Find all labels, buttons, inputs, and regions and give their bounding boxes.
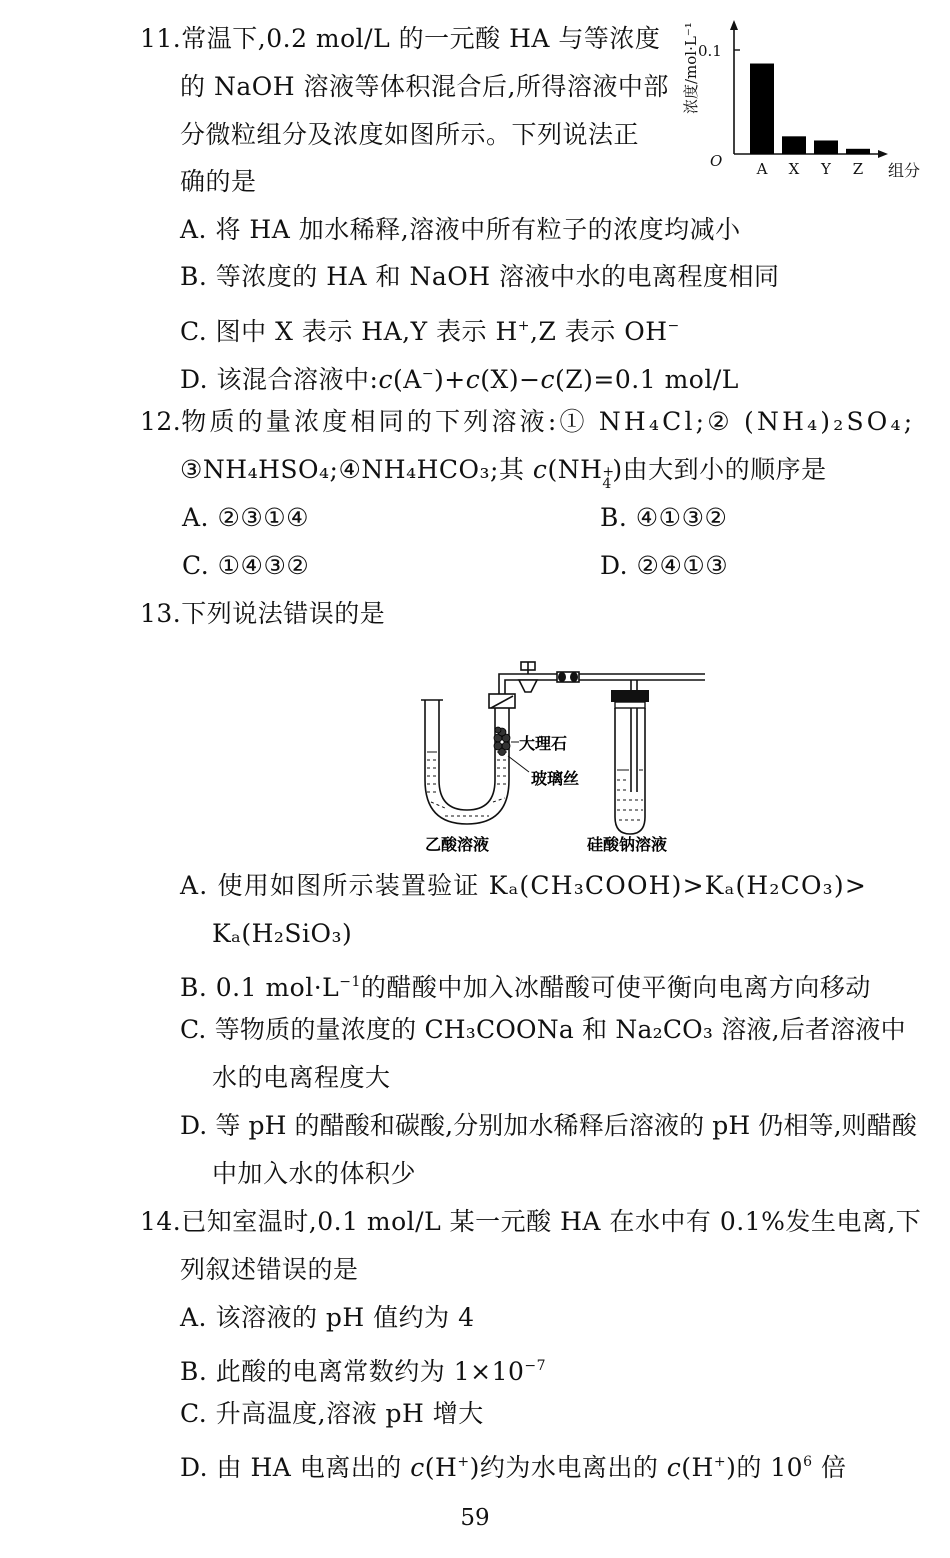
bar-Z bbox=[846, 149, 870, 154]
q14-optD-sup1: + bbox=[457, 1454, 470, 1470]
q13-optB-pre: B. 0.1 mol·L bbox=[180, 973, 340, 1002]
q13-optA-line1: A. 使用如图所示装置验证 Kₐ(CH₃COOH)>Kₐ(H₂CO₃)> bbox=[180, 871, 867, 900]
q14-optD-pre: D. 由 HA 电离出的 bbox=[180, 1453, 411, 1482]
q13-optC-line2: 水的电离程度大 bbox=[212, 1063, 391, 1092]
page-number: 59 bbox=[460, 1505, 490, 1531]
chart-y-arrow bbox=[730, 20, 738, 30]
q14-number: 14. bbox=[140, 1207, 182, 1236]
q11-line3: 分微粒组分及浓度如图所示。下列说法正 bbox=[180, 120, 640, 149]
rubber-connector bbox=[557, 672, 579, 682]
q12-line2-pre: ③NH₄HSO₄;④NH₄HCO₃;其 bbox=[180, 455, 533, 484]
q14-text1: 已知室温时,0.1 mol/L 某一元酸 HA 在水中有 0.1%发生电离,下 bbox=[181, 1207, 922, 1236]
category-label-X: X bbox=[788, 160, 800, 178]
q11-optC-sup2: − bbox=[667, 318, 680, 334]
marble-label: 大理石 bbox=[519, 734, 568, 753]
u-tube-outer bbox=[425, 700, 509, 824]
q11-optC-pre: C. 图中 X 表示 HA,Y 表示 H bbox=[180, 317, 518, 346]
q12-line2-sub: 4 bbox=[602, 476, 612, 492]
q11-optC-sup1: + bbox=[517, 318, 531, 334]
q11-optD-c1: c bbox=[378, 365, 393, 394]
u-tube-stopper bbox=[489, 694, 515, 708]
q12-text1: 物质的量浓度相同的下列溶液:① NH₄Cl;② (NH₄)₂SO₄; bbox=[181, 407, 916, 436]
q14-optB-sup: −7 bbox=[524, 1358, 547, 1374]
q11-number: 11. bbox=[140, 24, 182, 53]
q11-optB: B. 等浓度的 HA 和 NaOH 溶液中水的电离程度相同 bbox=[180, 262, 780, 291]
q14-line1 bbox=[140, 1207, 921, 1237]
q11-optD-a: (A bbox=[393, 365, 422, 394]
q14-line2: 列叙述错误的是 bbox=[180, 1255, 359, 1284]
q11-line4: 确的是 bbox=[180, 167, 257, 196]
chart-origin-label: O bbox=[710, 152, 723, 170]
category-label-Z: Z bbox=[852, 160, 864, 178]
q14-optD-c1: c bbox=[410, 1453, 425, 1482]
chart-ylabel: 浓度/mol·L⁻¹ bbox=[682, 22, 700, 114]
q13-optB bbox=[180, 967, 871, 1003]
q11-text1: 常温下,0.2 mol/L 的一元酸 HA 与等浓度 bbox=[181, 24, 661, 53]
q12-line1 bbox=[140, 407, 926, 437]
q14-optD-post: 倍 bbox=[812, 1453, 847, 1482]
q12-number: 12. bbox=[140, 407, 182, 436]
chart-x-arrow bbox=[878, 150, 888, 158]
q14-optC: C. 升高温度,溶液 pH 增大 bbox=[180, 1399, 484, 1428]
q12-optA: A. ②③①④ bbox=[182, 503, 310, 532]
chart-xlabel: 组分 bbox=[888, 161, 921, 180]
q11-line2: 的 NaOH 溶液等体积混合后,所得溶液中部 bbox=[180, 72, 669, 101]
q14-optD-sup3: 6 bbox=[803, 1454, 813, 1470]
q14-optB-pre: B. 此酸的电离常数约为 1×10 bbox=[180, 1357, 525, 1386]
apparatus-diagram bbox=[405, 652, 705, 857]
silicate-liquid bbox=[617, 770, 643, 820]
silicate-label: 硅酸钠溶液 bbox=[587, 835, 668, 854]
bar-Y bbox=[814, 140, 838, 154]
q11-optC-mid: ,Z 表示 OH bbox=[530, 317, 668, 346]
q11-optD-pre: D. 该混合溶液中: bbox=[180, 365, 379, 394]
q14-optD-mid4: )的 10 bbox=[726, 1453, 804, 1482]
q13-optD-line1: D. 等 pH 的醋酸和碳酸,分别加水稀释后溶液的 pH 仍相等,则醋酸 bbox=[180, 1111, 917, 1140]
q13-optA-line2: Kₐ(H₂SiO₃) bbox=[212, 919, 353, 948]
category-label-Y: Y bbox=[821, 160, 831, 178]
q11-line1 bbox=[140, 24, 660, 54]
chart-ytick-label: 0.1 bbox=[698, 42, 722, 60]
q14-optA: A. 该溶液的 pH 值约为 4 bbox=[180, 1303, 475, 1332]
q13-number: 13. bbox=[140, 599, 182, 628]
chart-category-labels bbox=[756, 160, 864, 178]
q13-optD-line2: 中加入水的体积少 bbox=[212, 1159, 417, 1188]
bar-X bbox=[782, 136, 806, 154]
q13-optB-sup: −1 bbox=[339, 974, 361, 990]
q11-optD bbox=[180, 359, 739, 395]
q12-line2-mid: (NH bbox=[547, 455, 603, 484]
glasswool-label: 玻璃丝 bbox=[531, 769, 580, 788]
q11-optD-x: (X)− bbox=[480, 365, 541, 394]
stopcock bbox=[519, 662, 537, 692]
glasswool-pointer bbox=[508, 756, 529, 772]
q13-optC-line1: C. 等物质的量浓度的 CH₃COONa 和 Na₂CO₃ 溶液,后者溶液中 bbox=[180, 1015, 906, 1044]
q14-optD bbox=[180, 1447, 846, 1483]
q14-optD-mid2: )约为水电离出的 bbox=[469, 1453, 667, 1482]
q13-optB-post: 的醋酸中加入冰醋酸可使平衡向电离方向移动 bbox=[360, 973, 871, 1002]
q12-line2-c: c bbox=[532, 455, 548, 484]
q11-optD-b: )+ bbox=[434, 365, 466, 394]
q14-optD-sup2: + bbox=[713, 1454, 727, 1470]
bar-A bbox=[750, 64, 774, 154]
concentration-bar-chart bbox=[676, 14, 940, 190]
q11-optC bbox=[180, 311, 680, 347]
q13-stem-line bbox=[140, 599, 385, 629]
u-tube-inner bbox=[439, 700, 495, 810]
marble-pieces bbox=[494, 727, 510, 756]
q11-optD-c2: c bbox=[465, 365, 481, 394]
q13-stem: 下列说法错误的是 bbox=[181, 599, 386, 628]
q14-optB bbox=[180, 1351, 546, 1387]
q12-optB: B. ④①③② bbox=[600, 503, 728, 532]
test-tube-stopper bbox=[611, 690, 649, 708]
q14-optD-mid3: (H bbox=[681, 1453, 714, 1482]
q12-optC: C. ①④③② bbox=[182, 551, 310, 580]
acetic-label: 乙酸溶液 bbox=[425, 835, 490, 854]
chart-bars bbox=[750, 64, 870, 154]
q12-line2-post: )由大到小的顺序是 bbox=[612, 455, 827, 484]
q12-optD: D. ②④①③ bbox=[600, 551, 729, 580]
q11-optD-sup: − bbox=[421, 366, 435, 382]
q11-optD-c3: c bbox=[540, 365, 556, 394]
category-label-A: A bbox=[756, 160, 768, 178]
q14-optD-c2: c bbox=[666, 1453, 682, 1482]
q12-line2-sup: + bbox=[602, 464, 615, 480]
q14-optD-mid1: (H bbox=[424, 1453, 458, 1482]
q11-optA: A. 将 HA 加水稀释,溶液中所有粒子的浓度均减小 bbox=[180, 215, 741, 244]
q11-optD-z: (Z)=0.1 mol/L bbox=[555, 365, 739, 394]
q12-line2 bbox=[180, 455, 827, 492]
